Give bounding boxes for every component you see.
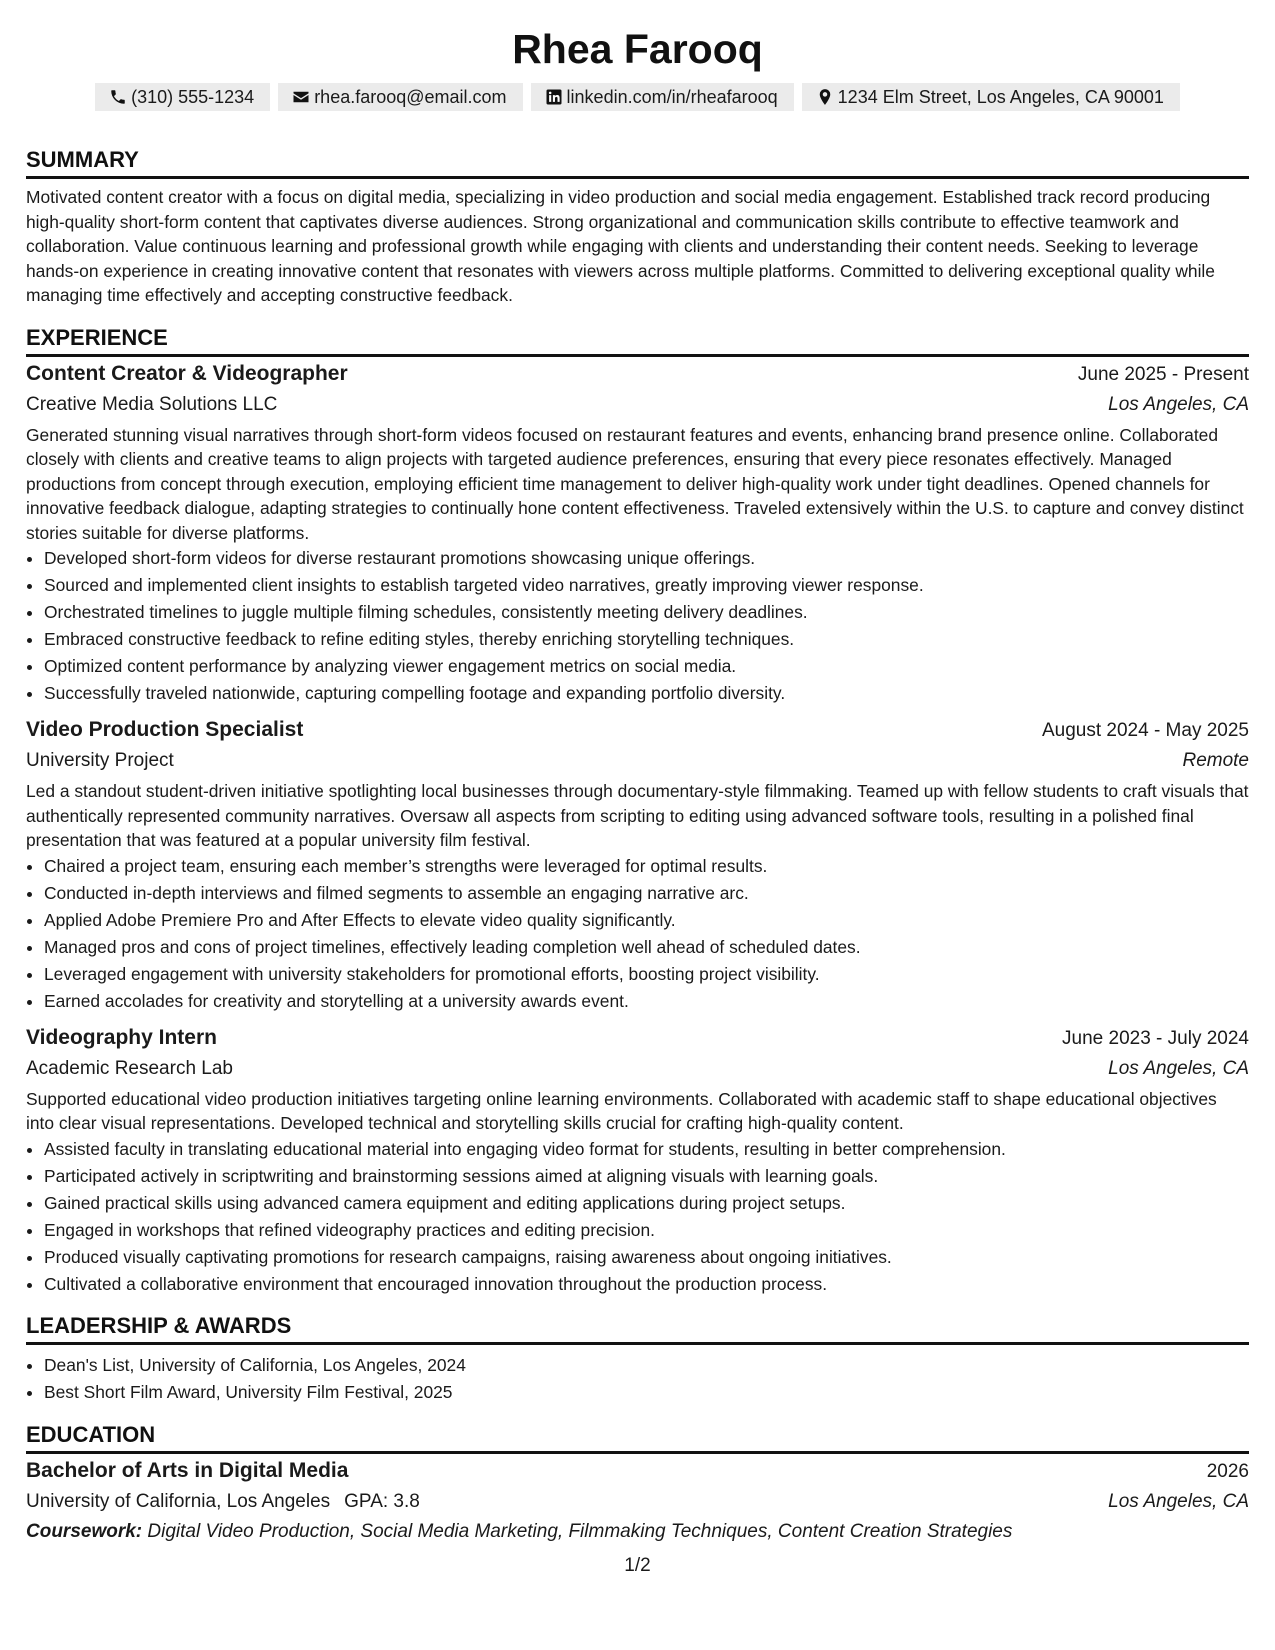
contact-email[interactable] bbox=[278, 83, 522, 111]
address-text: 1234 Elm Street, Los Angeles, CA 90001 bbox=[837, 86, 1164, 107]
list-item: • Embraced constructive feedback to refine editing styles, thereby enriching storytelling techniques. bbox=[44, 626, 1249, 653]
linkedin-icon bbox=[545, 88, 563, 106]
list-item: • Sourced and implemented client insights to establish targeted video narratives, greatly improving viewer response. bbox=[44, 572, 1249, 599]
job-dates: June 2025 - Present bbox=[1077, 363, 1249, 385]
phone-text: (310) 555-1234 bbox=[131, 86, 255, 107]
job-description: Supported educational video production initiatives targeting online learning environments. Collaborated with academic staff to shape educational objectives into clear visual representations. Developed technical and storytelling skills crucial for crafting high-quality content. bbox=[26, 1088, 1217, 1133]
section-title: SUMMARY bbox=[26, 145, 1249, 179]
school-name: University of California, Los Angeles bbox=[26, 1490, 331, 1512]
summary-section bbox=[26, 145, 1249, 308]
list-item: • Participated actively in scriptwriting and brainstorming sessions aimed at aligning visuals with learning goals. bbox=[44, 1163, 1249, 1190]
list-item: • Leveraged engagement with university stakeholders for promotional efforts, boosting project visibility. bbox=[44, 961, 1249, 988]
list-item: • Dean's List, University of California, Los Angeles, 2024 bbox=[44, 1352, 1249, 1379]
job-organization: Creative Media Solutions LLC bbox=[26, 393, 278, 415]
education-section bbox=[26, 1420, 1249, 1547]
degree-title: Bachelor of Arts in Digital Media bbox=[26, 1458, 349, 1482]
job-entry bbox=[26, 359, 1249, 708]
job-description: Generated stunning visual narratives through short-form videos focused on restaurant features and events, enhancing brand presence online. Collaborated closely with clients and creative teams to align projects with targeted audience preferences, ensuring that every piece resonates effectively. Managed productions from concept through execution, employing efficient time management to deliver high-quality work under tight deadlines. Opened channels for innovative feedback dialogue, adapting strategies to continually hone content effectiveness. Traveled extensively within the U.S. to capture and convey distinct stories suitable for diverse platforms. bbox=[26, 424, 1244, 543]
coursework-label: Coursework: bbox=[26, 1520, 143, 1542]
list-item: • Conducted in-depth interviews and filmed segments to assemble an engaging narrative arc. bbox=[44, 880, 1249, 907]
coursework bbox=[26, 1517, 1249, 1547]
list-item: • Orchestrated timelines to juggle multiple filming schedules, consistently meeting delivery deadlines. bbox=[44, 599, 1249, 626]
job-entry bbox=[26, 715, 1249, 1015]
section-title: LEADERSHIP & AWARDS bbox=[26, 1311, 1249, 1345]
gpa: GPA: 3.8 bbox=[344, 1490, 420, 1512]
list-item: • Earned accolades for creativity and storytelling at a university awards event. bbox=[44, 988, 1249, 1015]
job-bullets bbox=[26, 545, 1249, 707]
list-item: • Assisted faculty in translating educational material into engaging video format for students, resulting in better comprehension. bbox=[44, 1136, 1249, 1163]
job-description: Led a standout student-driven initiative spotlighting local businesses through documentary-style filmmaking. Teamed up with fellow students to craft visuals that authentically represented community narratives. Oversaw all aspects from scripting to editing using advanced software tools, resulting in a polished final presentation that was featured at a popular university film festival. bbox=[26, 781, 1249, 850]
list-item: • Produced visually captivating promotions for research campaigns, raising awareness about ongoing initiatives. bbox=[44, 1244, 1249, 1271]
job-title: Videography Intern bbox=[26, 1025, 217, 1049]
job-bullets bbox=[26, 853, 1249, 1015]
experience-section bbox=[26, 323, 1249, 1298]
list-item: • Managed pros and cons of project timelines, effectively leading completion well ahead of scheduled dates. bbox=[44, 934, 1249, 961]
summary-text: Motivated content creator with a focus on digital media, specializing in video production and social media engagement. Established track record producing high-quality short-form content that captivates diverse audiences. Strong organizational and communication skills contribute to effective teamwork and collaboration. Value continuous learning and professional growth while engaging with clients and understanding their content needs. Seeking to leverage hands-on experience in creating innovative content that resonates with viewers across multiple platforms. Committed to delivering exceptional quality while managing time effectively and accepting constructive feedback. bbox=[26, 187, 1215, 305]
list-item: • Developed short-form videos for diverse restaurant promotions showcasing unique offerings. bbox=[44, 545, 1249, 572]
job-bullets bbox=[26, 1136, 1249, 1298]
page-indicator: 1/2 bbox=[624, 1555, 651, 1576]
job-title: Video Production Specialist bbox=[26, 718, 304, 741]
job-organization: Academic Research Lab bbox=[26, 1057, 233, 1079]
section-title: EDUCATION bbox=[26, 1420, 1249, 1454]
job-dates: June 2023 - July 2024 bbox=[1062, 1027, 1249, 1049]
list-item: • Successfully traveled nationwide, capturing compelling footage and expanding portfolio diversity. bbox=[44, 680, 1249, 707]
map-pin-icon bbox=[816, 88, 834, 106]
job-organization: University Project bbox=[26, 750, 174, 771]
job-entry bbox=[26, 1023, 1249, 1298]
list-item: • Best Short Film Award, University Film Festival, 2025 bbox=[44, 1379, 1249, 1406]
job-location: Remote bbox=[1182, 750, 1249, 771]
graduation-year: 2026 bbox=[1206, 1460, 1249, 1482]
awards-list bbox=[26, 1352, 1249, 1406]
phone-icon bbox=[109, 88, 127, 106]
coursework-list: Digital Video Production, Social Media Marketing, Filmmaking Techniques, Content Creation Strategies bbox=[147, 1520, 1013, 1542]
contact-linkedin[interactable] bbox=[531, 83, 794, 111]
envelope-icon bbox=[292, 88, 310, 106]
list-item: • Cultivated a collaborative environment that encouraged innovation throughout the production process. bbox=[44, 1271, 1249, 1298]
job-title: Content Creator & Videographer bbox=[26, 361, 348, 385]
linkedin-text: linkedin.com/in/rheafarooq bbox=[566, 86, 778, 107]
contact-address[interactable] bbox=[802, 83, 1180, 111]
section-title: EXPERIENCE bbox=[26, 323, 1249, 357]
leadership-section bbox=[26, 1311, 1249, 1406]
contact-phone[interactable] bbox=[95, 83, 270, 111]
candidate-name: Rhea Farooq bbox=[512, 26, 763, 72]
job-dates: August 2024 - May 2025 bbox=[1041, 720, 1249, 741]
list-item: • Applied Adobe Premiere Pro and After Effects to elevate video quality significantly. bbox=[44, 907, 1249, 934]
list-item: • Optimized content performance by analyzing viewer engagement metrics on social media. bbox=[44, 653, 1249, 680]
school-location: Los Angeles, CA bbox=[1108, 1490, 1249, 1512]
list-item: • Gained practical skills using advanced camera equipment and editing applications during project setups. bbox=[44, 1190, 1249, 1217]
list-item: • Engaged in workshops that refined videography practices and editing precision. bbox=[44, 1217, 1249, 1244]
email-text: rhea.farooq@email.com bbox=[314, 86, 507, 107]
job-location: Los Angeles, CA bbox=[1108, 393, 1249, 415]
list-item: • Chaired a project team, ensuring each member’s strengths were leveraged for optimal results. bbox=[44, 853, 1249, 880]
job-location: Los Angeles, CA bbox=[1108, 1057, 1249, 1079]
resume-page bbox=[26, 0, 1249, 1547]
contact-bar bbox=[26, 83, 1249, 111]
